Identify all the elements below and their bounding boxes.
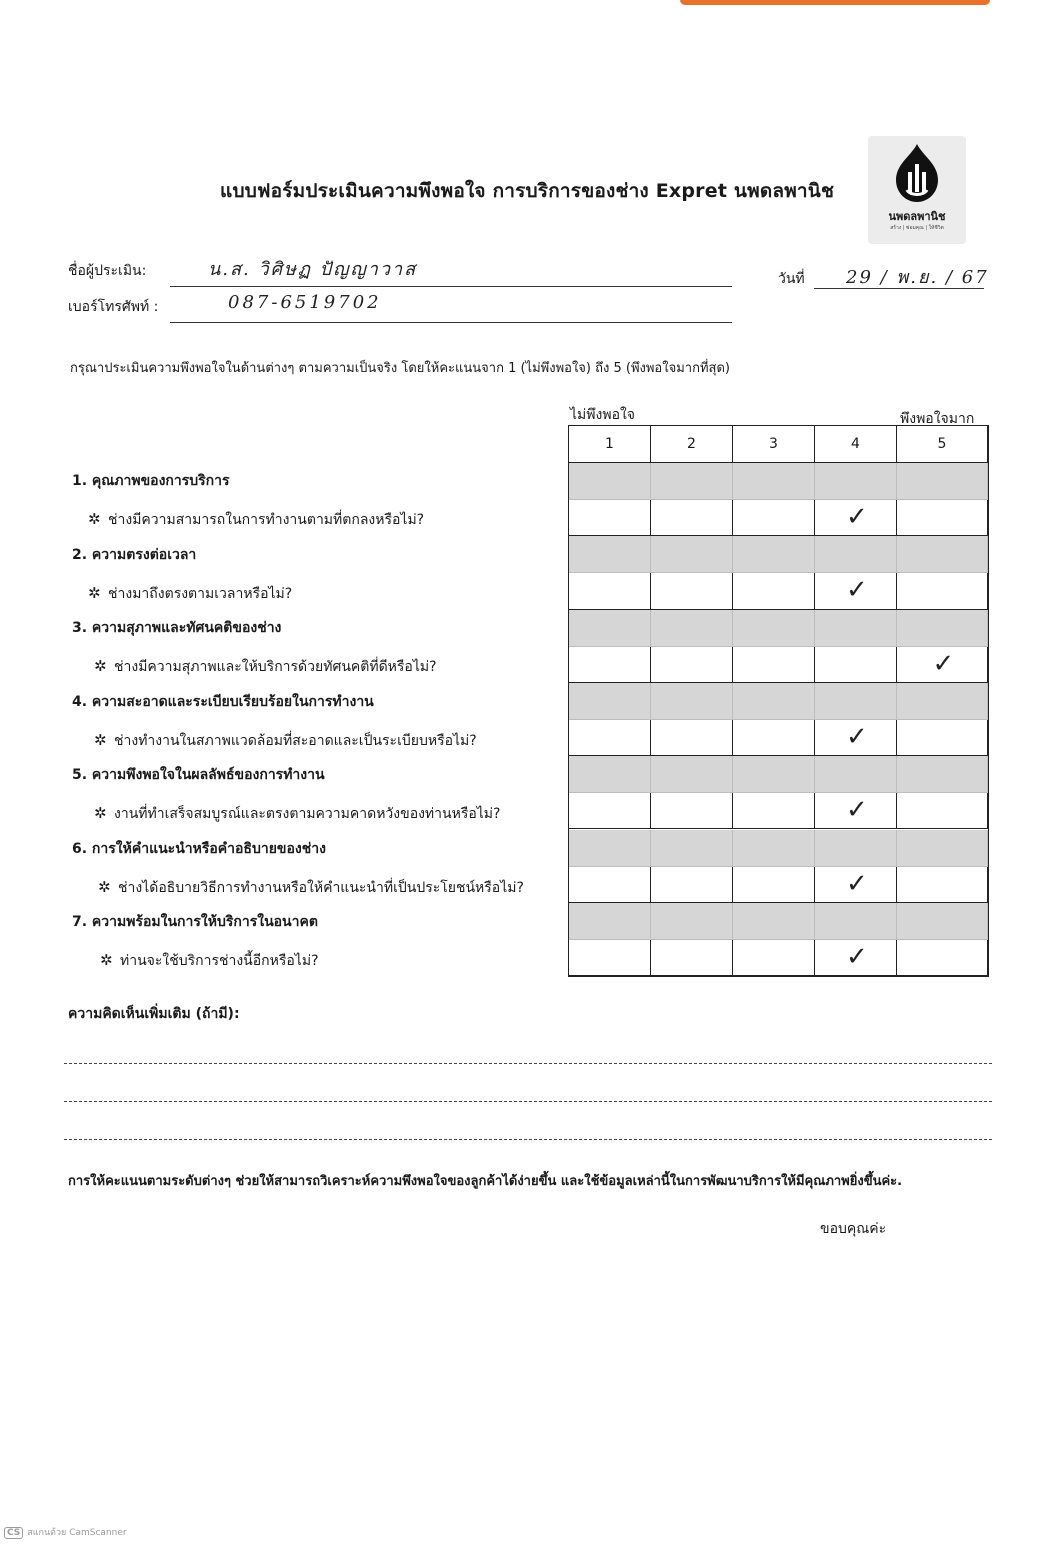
rating-cell[interactable] [897,647,988,683]
bullet-icon: ✲ [94,657,107,675]
rating-cell[interactable] [651,720,733,756]
bullet-icon: ✲ [94,804,107,822]
date-label: วันที่ [778,271,805,287]
category-shaded-cell [569,756,651,793]
company-logo [868,136,966,244]
comment-line[interactable] [64,1139,992,1140]
question-item [100,950,319,972]
category-shaded-cell [569,610,651,647]
category-shaded-cell [569,536,651,573]
category-shaded-cell [651,463,733,500]
bullet-icon: ✲ [88,583,101,602]
question-text: งานที่ทำเสร็จสมบูรณ์และตรงตามความคาดหวังของท่านหรือไม่? [114,806,501,822]
check-mark-icon: ✓ [846,721,868,752]
evaluator-underline [170,286,732,287]
rating-column-header: 1 [569,426,651,463]
date-field[interactable]: 29 / พ.ย. / 67 [846,267,989,288]
rating-cell[interactable] [897,573,988,609]
check-mark-icon: ✓ [846,941,868,972]
category-shaded-cell [733,903,815,940]
bullet-icon: ✲ [94,730,107,749]
rating-cell[interactable] [651,940,733,976]
rating-column-header: 2 [651,426,733,463]
rating-cell[interactable] [897,500,988,536]
comments-label: ความคิดเห็นเพิ่มเติม (ถ้ามี): [68,1006,240,1022]
phone-field[interactable]: 087-6519702 [228,292,382,313]
rating-column-header: 4 [815,426,897,463]
form-title: แบบฟอร์มประเมินความพึงพอใจ การบริการของช่าง Expret นพดลพานิช [220,180,835,202]
rating-column-header: 3 [733,426,815,463]
rating-cell[interactable] [569,940,651,976]
rating-cell[interactable] [897,720,988,756]
question-item [94,803,500,825]
rating-cell[interactable] [651,573,733,609]
question-text: ช่างมาถึงตรงตามเวลาหรือไม่? [108,585,293,602]
category-shaded-cell [897,536,988,573]
category-shaded-cell [897,830,988,867]
question-text: ช่างทำงานในสภาพแวดล้อมที่สะอาดและเป็นระเบียบหรือไม่? [114,732,477,749]
evaluator-label: ชื่อผู้ประเมิน: [68,263,147,279]
rating-cell[interactable] [733,720,815,756]
category-shaded-cell [733,756,815,793]
question-item [88,583,292,605]
comment-line[interactable] [64,1101,992,1102]
logo-name: นพดลพานิช [888,210,946,223]
bullet-icon: ✲ [100,951,113,969]
category-shaded-cell [733,536,815,573]
rating-cell[interactable] [897,793,988,829]
category-shaded-cell [733,683,815,720]
rating-cell[interactable] [815,720,897,756]
comment-line[interactable] [64,1063,992,1064]
rating-column-header: 5 [897,426,988,463]
rating-cell[interactable] [651,867,733,903]
question-item [94,656,437,678]
category-shaded-cell [651,903,733,940]
rating-cell[interactable] [651,793,733,829]
category-shaded-cell [733,830,815,867]
check-mark-icon: ✓ [932,648,955,679]
category-shaded-cell [569,463,651,500]
rating-cell[interactable] [569,647,651,683]
check-mark-icon: ✓ [846,502,868,532]
category-shaded-cell [651,683,733,720]
camscanner-text: สแกนด้วย CamScanner [27,1528,127,1538]
phone-label: เบอร์โทรศัพท์ : [68,299,159,315]
category-shaded-cell [897,610,988,647]
category-shaded-cell [815,683,897,720]
rating-cell[interactable] [815,647,897,683]
rating-cell[interactable] [651,500,733,536]
rating-table [568,425,989,977]
category-shaded-cell [815,610,897,647]
category-heading: 4. ความสะอาดและระเบียบเรียบร้อยในการทำงาน [72,693,374,710]
category-shaded-cell [651,610,733,647]
rating-cell[interactable] [733,867,815,903]
category-shaded-cell [897,756,988,793]
question-item [98,877,524,899]
category-shaded-cell [651,536,733,573]
category-shaded-cell [897,903,988,940]
evaluator-name-field[interactable]: น.ส. วิศิษฏ ปัญญาวาส [208,259,418,280]
bullet-icon: ✲ [88,510,101,528]
scale-high-label: พึงพอใจมาก [900,411,975,427]
rating-cell[interactable] [815,573,897,609]
category-shaded-cell [569,683,651,720]
category-shaded-cell [733,463,815,500]
category-shaded-cell [815,903,897,940]
instructions: กรุณาประเมินความพึงพอใจในด้านต่างๆ ตามความเป็นจริง โดยให้คะแนนจาก 1 (ไม่พึงพอใจ) ถึง 5 (พึงพอใจมากที่สุด) [70,361,730,376]
check-mark-icon: ✓ [846,575,868,606]
rating-cell[interactable] [733,500,815,536]
category-shaded-cell [815,536,897,573]
check-mark-icon: ✓ [846,795,868,826]
category-shaded-cell [569,903,651,940]
question-text: ช่างมีความสุภาพและให้บริการด้วยทัศนคติที่ดีหรือไม่? [114,659,437,675]
category-shaded-cell [651,830,733,867]
category-heading: 5. ความพึงพอใจในผลลัพธ์ของการทำงาน [72,767,325,783]
category-shaded-cell [815,463,897,500]
question-item [94,730,477,752]
rating-cell[interactable] [733,940,815,976]
top-edge-strip [680,0,990,5]
rating-cell[interactable] [815,793,897,829]
rating-cell[interactable] [569,720,651,756]
rating-cell[interactable] [569,793,651,829]
bullet-icon: ✲ [98,877,111,896]
category-heading: 7. ความพร้อมในการให้บริการในอนาคต [72,914,318,930]
category-heading: 6. การให้คำแนะนำหรือคำอธิบายของช่าง [72,840,326,857]
rating-cell[interactable] [733,647,815,683]
rating-cell[interactable] [897,867,988,903]
question-item [88,509,424,531]
category-heading: 1. คุณภาพของการบริการ [72,473,230,489]
rating-cell[interactable] [815,500,897,536]
rating-cell[interactable] [733,793,815,829]
category-shaded-cell [651,756,733,793]
scale-low-label: ไม่พึงพอใจ [570,407,636,423]
thanks-text: ขอบคุณค่ะ [820,1221,887,1237]
rating-cell[interactable] [651,647,733,683]
nopadol-logo-icon [890,142,944,204]
rating-cell[interactable] [569,867,651,903]
category-heading: 2. ความตรงต่อเวลา [72,546,197,563]
logo-tagline: สร้าง | ซ่อมคุณ | ให้ชีวิต [890,225,944,231]
category-shaded-cell [897,683,988,720]
rating-cell[interactable] [569,500,651,536]
phone-underline [170,322,732,323]
question-text: ช่างได้อธิบายวิธีการทำงานหรือให้คำแนะนำที่เป็นประโยชน์หรือไม่? [118,879,524,896]
question-text: ท่านจะใช้บริการช่างนี้อีกหรือไม่? [120,953,319,969]
rating-cell[interactable] [897,940,988,976]
rating-cell[interactable] [815,940,897,976]
check-mark-icon: ✓ [846,868,868,899]
category-shaded-cell [815,756,897,793]
rating-cell[interactable] [733,573,815,609]
scanner-watermark [4,1525,127,1539]
rating-cell[interactable] [815,867,897,903]
rating-cell[interactable] [569,573,651,609]
category-shaded-cell [569,830,651,867]
category-shaded-cell [733,610,815,647]
camscanner-badge: CS [4,1527,23,1539]
date-underline [814,288,984,289]
question-text: ช่างมีความสามารถในการทำงานตามที่ตกลงหรือไม่? [108,512,425,528]
category-heading: 3. ความสุภาพและทัศนคติของช่าง [72,620,282,636]
footer-note: การให้คะแนนตามระดับต่างๆ ช่วยให้สามารถวิเคราะห์ความพึงพอใจของลูกค้าได้ง่ายขึ้น และใช้ข้อมูลเหล่านี้ในการพัฒนาบริการให้มีคุณภาพยิ่งขึ้นค่ะ. [68,1174,903,1189]
category-shaded-cell [815,830,897,867]
category-shaded-cell [897,463,988,500]
